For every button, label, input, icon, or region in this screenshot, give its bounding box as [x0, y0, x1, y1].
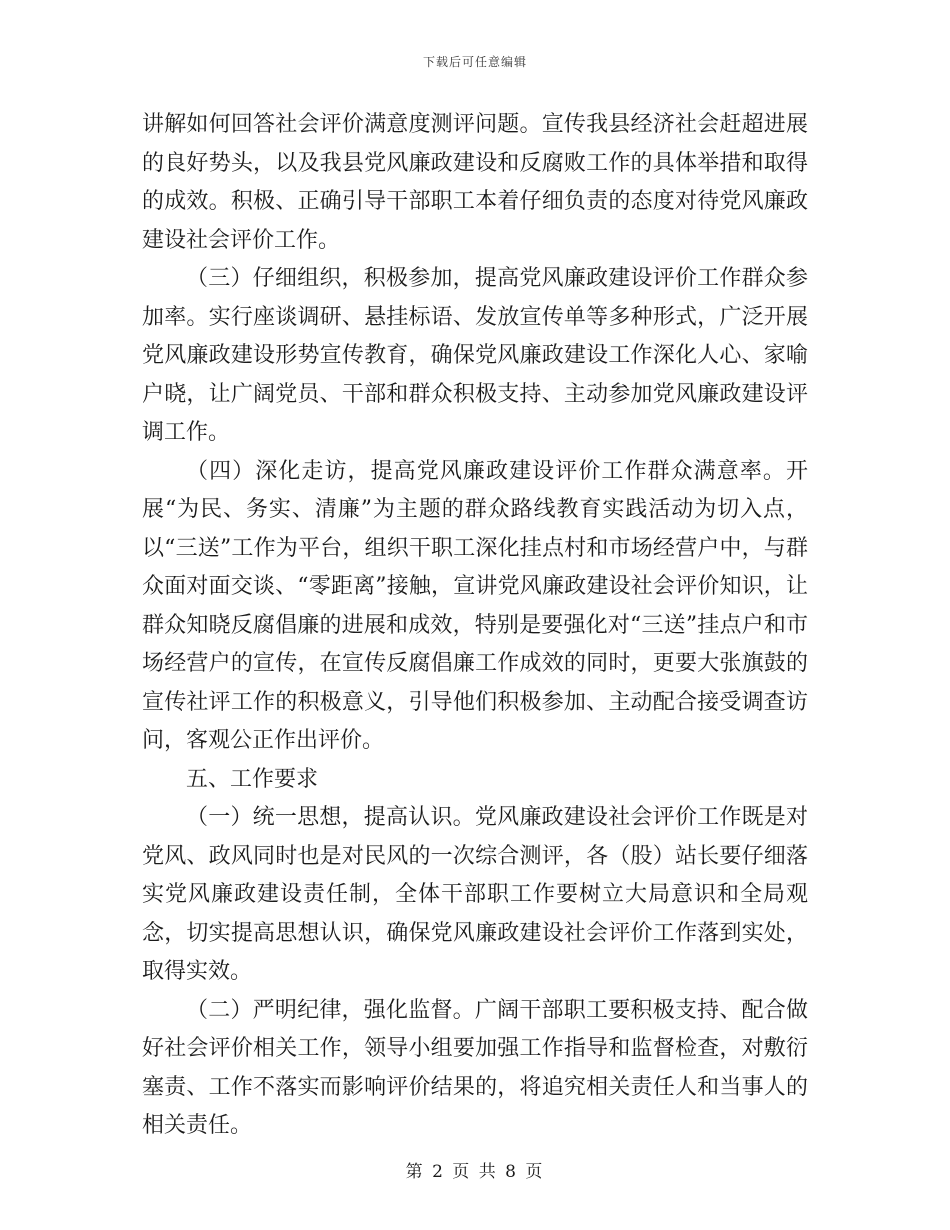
- paragraph-3: （四）深化走访，提高党风廉政建设评价工作群众满意率。开展“为民、务实、清廉”为主题的群众路线教育实践活动为切入点，以“三送”工作为平台，组织干职工深化挂点村和市场经营户中，与群众面对面交谈、“零距离”接触，宣讲党风廉政建设社会评价知识，让群众知晓反腐倡廉的进展和成效，特别是要强化对“三送”挂点户和市场经营户的宣传，在宣传反腐倡廉工作成效的同时，更要大张旗鼓的宣传社评工作的积极意义，引导他们积极参加、主动配合接受调查访问，客观公正作出评价。: [142, 458, 808, 753]
- page-header-note: 下载后可任意编辑: [422, 55, 527, 69]
- paragraph-2: （三）仔细组织，积极参加，提高党风廉政建设评价工作群众参加率。实行座谈调研、悬挂标语、发放宣传单等多种形式，广泛开展党风廉政建设形势宣传教育，确保党风廉政建设工作深化人心、家喻户晓，让广阔党员、干部和群众积极支持、主动参加党风廉政建设评调工作。: [142, 266, 808, 445]
- document-body: [142, 106, 808, 1146]
- section-heading-work-requirements: 五、工作要求: [186, 766, 319, 792]
- paragraph-1: 讲解如何回答社会评价满意度测评问题。宣传我县经济社会赶超进展的良好势头，以及我县党风廉政建设和反腐败工作的具体举措和取得的成效。积极、正确引导干部职工本着仔细负责的态度对待党风廉政建设社会评价工作。: [142, 112, 808, 253]
- paragraph-4: （一）统一思想，提高认识。党风廉政建设社会评价工作既是对党风、政风同时也是对民风的一次综合测评，各（股）站长要仔细落实党风廉政建设责任制，全体干部职工作要树立大局意识和全局观念，切实提高思想认识，确保党风廉政建设社会评价工作落到实处，取得实效。: [142, 805, 808, 984]
- paragraph-5: （二）严明纪律，强化监督。广阔干部职工要积极支持、配合做好社会评价相关工作，领导小组要加强工作指导和监督检查，对敷衍塞责、工作不落实而影响评价结果的，将追究相关责任人和当事人的相关责任。: [142, 997, 808, 1138]
- page-number: 第 2 页 共 8 页: [405, 1162, 545, 1182]
